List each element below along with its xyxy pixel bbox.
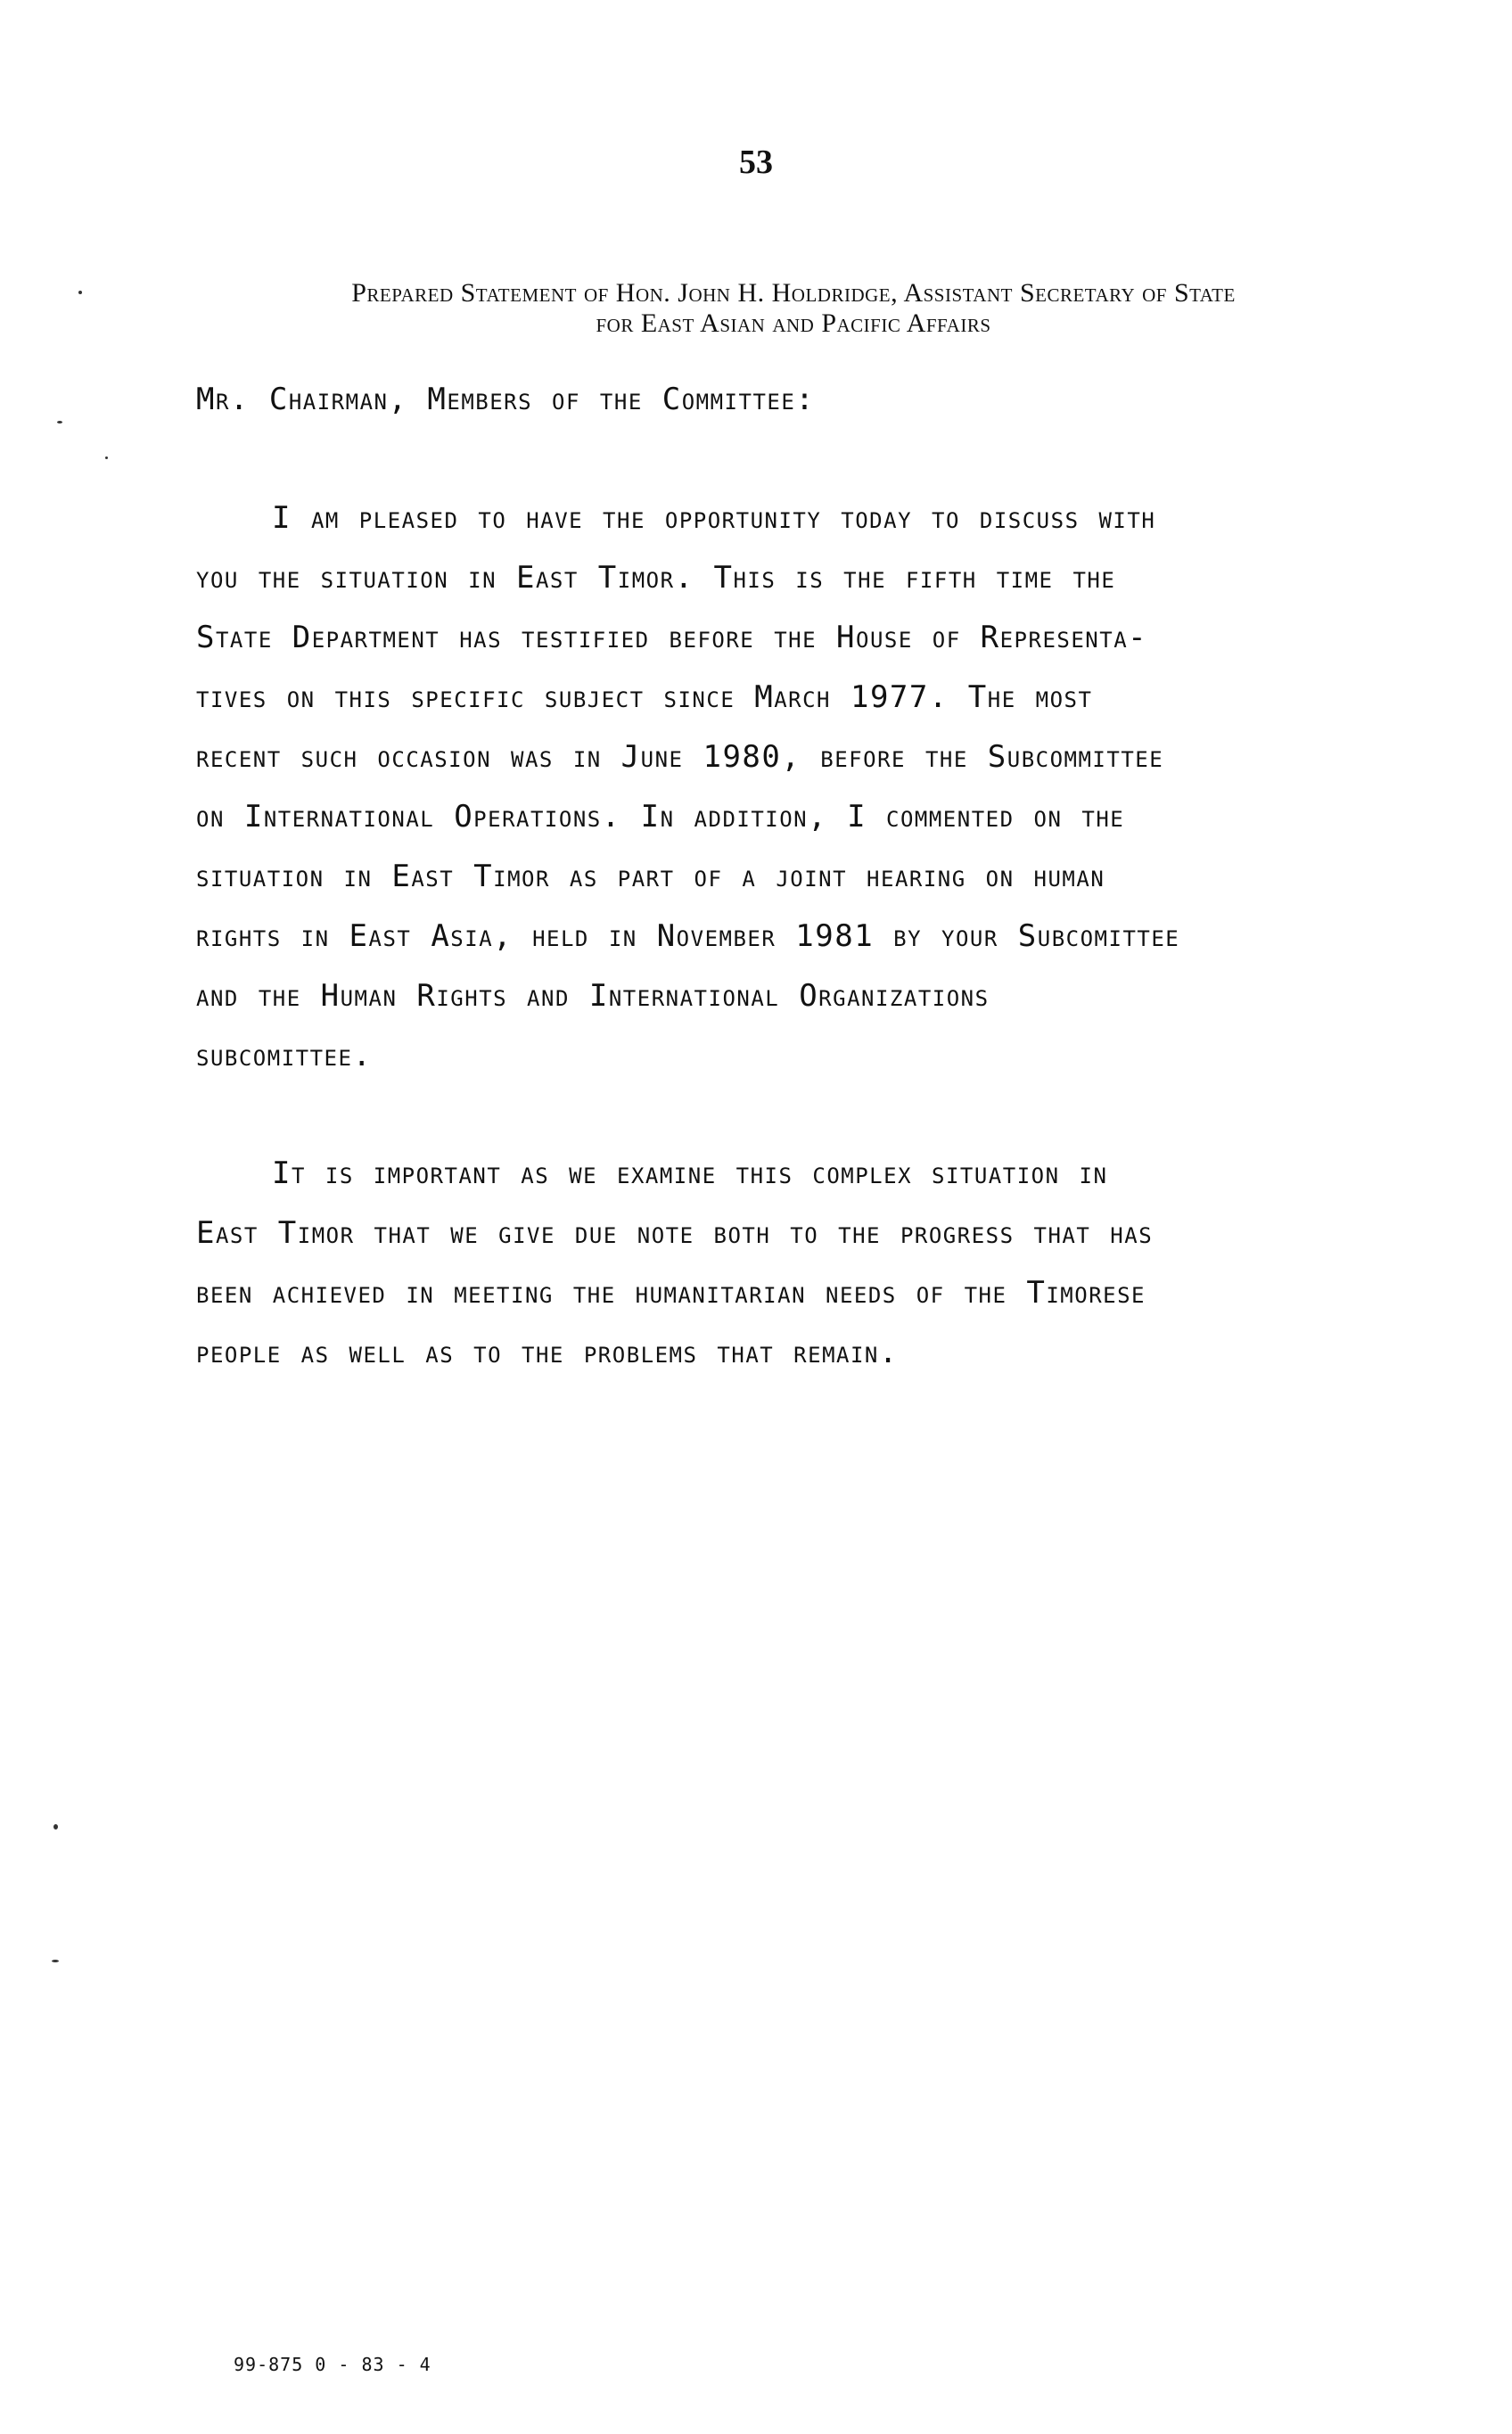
paragraph-line: State Department has testified before the House of Representa- [196, 620, 1148, 655]
paragraph-line: subcomittee. [196, 1038, 373, 1073]
page-number: 53 [739, 144, 773, 181]
heading-line-2: for East Asian and Pacific Affairs [596, 308, 991, 338]
paragraph-line: you the situation in East Timor. This is the fifth time the [196, 560, 1116, 596]
heading-line-1: Prepared Statement of Hon. John H. Holdridge, Assistant Secretary of State [351, 278, 1236, 308]
paragraph-line: tives on this specific subject since March 1977. The most [196, 679, 1093, 715]
paragraph-line: I am pleased to have the opportunity today to discuss with [272, 500, 1156, 536]
paragraph-line: been achieved in meeting the humanitarian needs of the Timorese [196, 1275, 1146, 1311]
paragraph-2 [196, 1144, 1355, 1383]
paragraph-line: It is important as we examine this complex situation in [272, 1155, 1108, 1191]
paragraph-line: East Timor that we give due note both to the progress that has [196, 1215, 1154, 1251]
paragraph-line: on International Operations. In addition, I commented on the [196, 799, 1125, 835]
paragraph-line: rights in East Asia, held in November 1981 by your Subcomittee [196, 918, 1180, 954]
scan-speck [78, 291, 82, 294]
paragraph-line: situation in East Timor as part of a joint hearing on human [196, 859, 1105, 894]
paragraph-1 [196, 489, 1355, 1086]
scan-speck [53, 1824, 58, 1830]
scan-speck [57, 421, 62, 423]
paragraph-line: and the Human Rights and International Organizations [196, 978, 990, 1014]
scan-speck [52, 1960, 59, 1962]
salutation: Mr. Chairman, Members of the Committee: [196, 382, 816, 417]
scan-speck [105, 456, 108, 459]
print-code-footer: 99-875 0 - 83 - 4 [234, 2354, 431, 2375]
paragraph-line: people as well as to the problems that remain. [196, 1335, 899, 1370]
paragraph-line: recent such occasion was in June 1980, before the Subcommittee [196, 739, 1164, 775]
statement-heading [178, 278, 1409, 339]
